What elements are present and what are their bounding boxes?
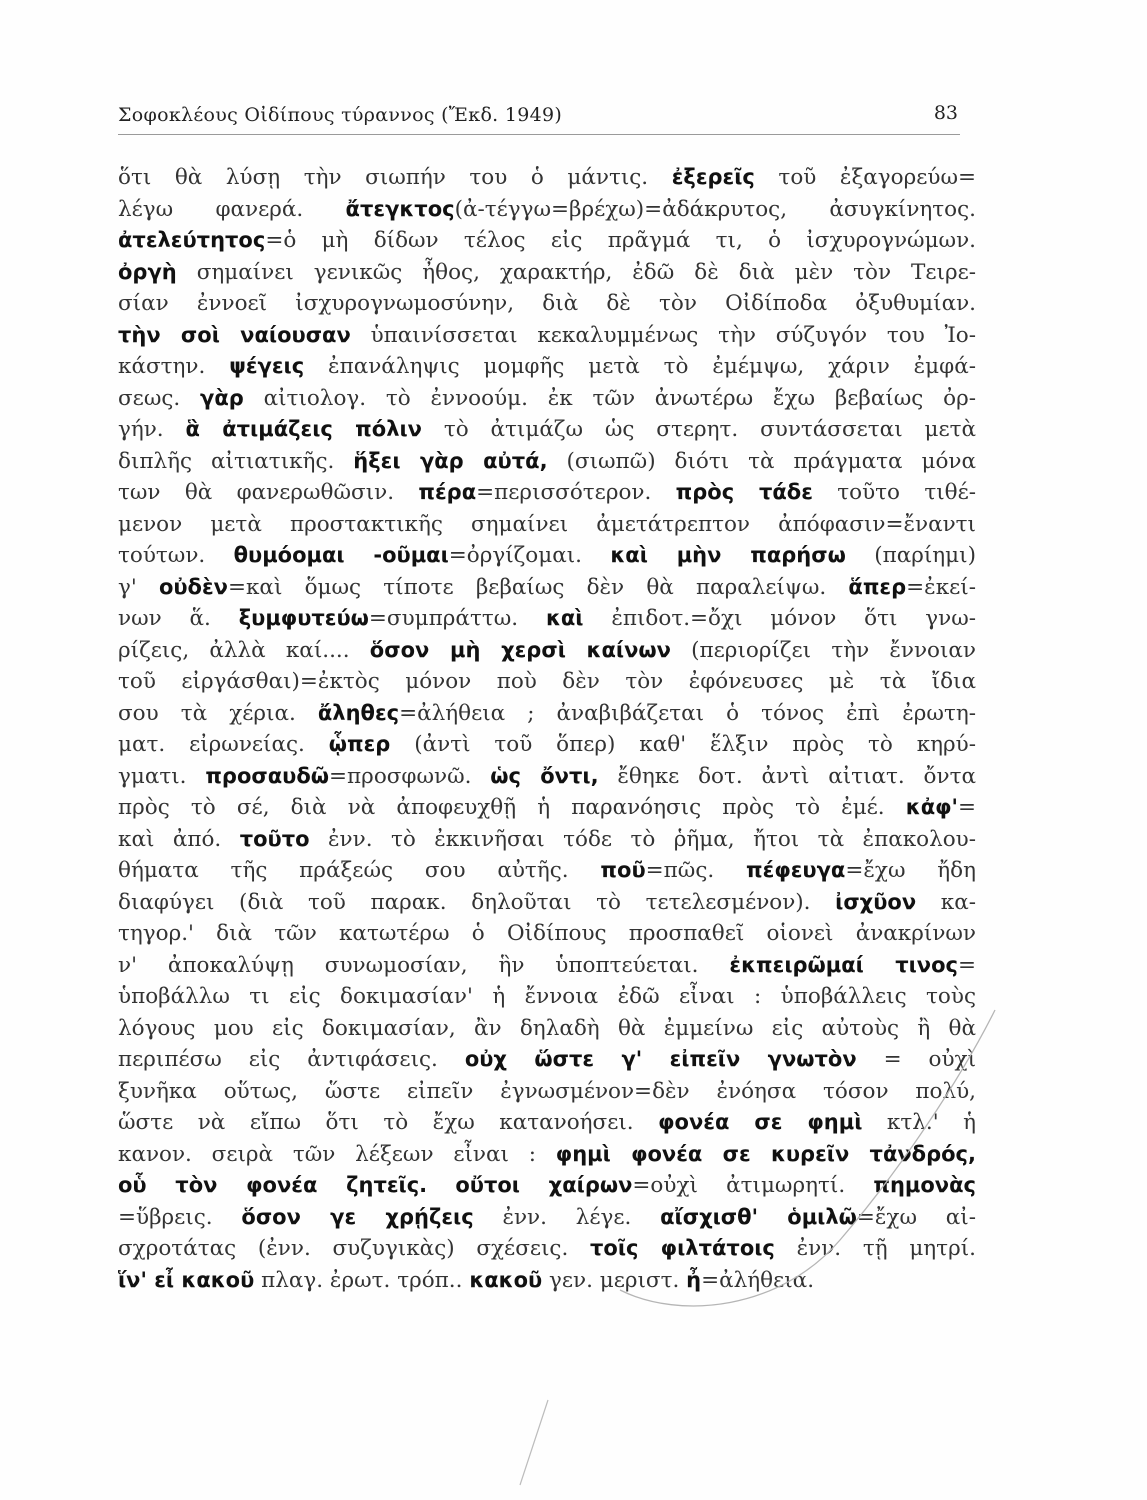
text-line: [118, 1139, 976, 1171]
text-line: [118, 477, 976, 509]
gloss-text: =καὶ ὅμως τίποτε βεβαίως δὲν θὰ παραλείψω.: [227, 574, 849, 600]
gloss-text: αἰτιολογ. τὸ ἐννοούμ. ἐκ τῶν ἀνωτέρω ἔχω βεβαίως ὀρ-: [243, 385, 976, 411]
gloss-text: ξυνῆκα οὕτως, ὥστε εἰπεῖν ἐγνωσμένον=δὲν ἐνόησα τόσον πολύ,: [118, 1078, 976, 1104]
gloss-text: =ἀλήθεια ; ἀναβιβάζεται ὁ τόνος ἐπὶ ἐρωτη-: [399, 700, 976, 726]
headword: ψέγεις: [229, 354, 305, 378]
headword: ἥξει γὰρ αὐτά,: [353, 448, 548, 473]
headword: αἴσχισθ' ὁμιλῶ: [660, 1204, 857, 1229]
headword: τὴν σοὶ ναίουσαν: [118, 322, 351, 347]
headword: ᾧπερ: [328, 732, 391, 756]
gloss-text: =ὁ μὴ δίδων τέλος εἰς πρᾶγμά τι, ὁ ἰσχυρογνώμων.: [265, 228, 976, 253]
gloss-text: ἐνν. τῇ μητρί.: [774, 1236, 976, 1261]
text-line: [118, 918, 976, 950]
text-line: [118, 887, 976, 919]
gloss-text: (περιορίζει τὴν ἔννοιαν: [670, 637, 976, 663]
text-line: [118, 540, 976, 572]
text-line: [118, 509, 976, 541]
gloss-text: λόγους μου εἰς δοκιμασίαν, ἂν δηλαδὴ θὰ ἐμμείνω εἰς αὐτοὺς ἢ θὰ: [118, 1015, 976, 1041]
gloss-text: γματι.: [118, 763, 206, 789]
gloss-text: ματ. εἰρωνείας.: [118, 732, 329, 757]
text-line: [118, 1013, 976, 1045]
headword: ὅσον μὴ χερσὶ καίνων: [369, 637, 671, 662]
headword: οὐδὲν: [158, 574, 228, 599]
gloss-text: τοῦ ἐξαγορεύω=: [754, 165, 976, 190]
gloss-text: ὥστε νὰ εἴπω ὅτι τὸ ἔχω κατανοήσει.: [118, 1110, 659, 1135]
text-line: [118, 698, 976, 730]
text-line: [118, 414, 976, 446]
gloss-text: =: [958, 952, 976, 978]
gloss-text: (σιωπῶ) διότι τὰ πράγματα μόνα: [547, 448, 976, 474]
gloss-text: τὸ ἀτιμάζω ὡς στερητ. συντάσσεται μετὰ: [421, 417, 976, 442]
text-line: [118, 320, 976, 352]
gloss-text: = οὐχὶ: [856, 1047, 976, 1072]
gloss-text: των θὰ φανερωθῶσιν.: [118, 480, 419, 505]
text-line: [118, 635, 976, 667]
text-line: [118, 572, 976, 604]
headword: ὀργὴ: [118, 259, 177, 284]
text-line: [118, 792, 976, 824]
gloss-text: =ἔχω αἰ-: [856, 1204, 976, 1230]
gloss-text: =περισσότερον.: [476, 480, 676, 505]
gloss-text: σεως.: [118, 385, 201, 411]
gloss-text: κανον. σειρὰ τῶν λέξεων εἶναι :: [118, 1141, 556, 1167]
gloss-text: διαφύγει (διὰ τοῦ παρακ. δηλοῦται τὸ τετελεσμένον).: [118, 889, 836, 915]
gloss-text: (παρίημι): [845, 543, 976, 568]
gloss-text: περιπέσω εἰς ἀντιφάσεις.: [118, 1047, 465, 1072]
text-line: [118, 950, 976, 982]
gloss-text: =προσφωνῶ.: [329, 763, 491, 789]
gloss-text: τοῦ εἰργάσθαι)=ἐκτὸς μόνον ποὺ δὲν τὸν ἐφόνευσες μὲ τὰ ἴδια: [118, 669, 976, 694]
headword: φονέα σε φημὶ: [658, 1110, 863, 1134]
headword: οὔτοι χαίρων: [455, 1173, 633, 1197]
gloss-text: τούτων.: [118, 543, 234, 568]
gloss-text: λέγω φανερά.: [118, 196, 346, 222]
text-line: [118, 225, 976, 257]
text-line: [118, 1233, 976, 1265]
headword: οὗ τὸν φονέα ζητεῖς.: [118, 1173, 428, 1197]
gloss-text: σχροτάτας (ἐνν. συζυγικὰς) σχέσεις.: [118, 1236, 591, 1261]
gloss-text: μενον μετὰ προστακτικῆς σημαίνει ἀμετάτρεπτον ἀπόφασιν=ἔναντι: [118, 511, 976, 537]
text-line: [118, 1076, 976, 1108]
headword: τοῖς φιλτάτοις: [590, 1236, 775, 1260]
headword: πημονὰς: [873, 1173, 976, 1197]
headword: ὡς ὄντι,: [490, 763, 599, 788]
gloss-text: πλαγ. ἐρωτ. τρόπ..: [254, 1267, 470, 1293]
gloss-text: (ἀντὶ τοῦ ὅπερ) καθ' ἕλξιν πρὸς τὸ κηρύ-: [390, 732, 976, 757]
gloss-text: ὅτι θὰ λύσῃ τὴν σιωπήν του ὁ μάντις.: [118, 165, 672, 190]
headword: ἐκπειρῶμαί τινος: [729, 952, 958, 977]
gloss-text: θήματα τῆς πράξεώς σου αὐτῆς.: [118, 858, 601, 883]
headword: καὶ: [545, 606, 584, 630]
gloss-text: σημαίνει γενικῶς ἦθος, χαρακτήρ, ἐδῶ δὲ διὰ μὲν τὸν Τειρε-: [176, 259, 976, 285]
headword: φημὶ φονέα σε κυρεῖν τἀνδρός,: [555, 1141, 976, 1166]
gloss-text: (ἀ-τέγγω=βρέχω)=ἀδάκρυτος, ἀσυγκίνητος.: [454, 196, 976, 222]
headword: ἅπερ: [848, 574, 907, 599]
headword: ξυμφυτεύω: [238, 606, 369, 630]
running-header: [118, 100, 958, 130]
gloss-text: ἔθηκε δοτ. ἀντὶ αἰτιατ. ὄντα: [598, 763, 976, 789]
headword: ἦ: [686, 1267, 702, 1292]
gloss-text: διπλῆς αἰτιατικῆς.: [118, 448, 354, 474]
text-line: [118, 729, 976, 761]
text-line: [118, 666, 976, 698]
gloss-text: =ὕβρεις.: [118, 1204, 242, 1230]
gloss-text: =: [957, 795, 976, 820]
text-line: [118, 1044, 976, 1076]
text-line: [118, 1107, 976, 1139]
text-line: [118, 194, 976, 226]
gloss-text: πρὸς τὸ σέ, διὰ νὰ ἀποφευχθῇ ἡ παρανόησις πρὸς τὸ ἐμέ.: [118, 795, 906, 820]
headword: κἀφ': [905, 795, 958, 819]
gloss-text: =ἐκεί-: [906, 574, 976, 600]
gloss-text: καὶ ἀπό.: [118, 826, 240, 852]
gloss-text: τηγορ.' διὰ τῶν κατωτέρω ὁ Οἰδίπους προσπαθεῖ οἱονεὶ ἀνακρίνων: [118, 921, 976, 946]
gloss-text: =ἔχω ἤδη: [845, 858, 976, 883]
gloss-text: ἐνν. τὸ ἐκκινῆσαι τόδε τὸ ῥῆμα, ἤτοι τὰ ἐπακολου-: [309, 826, 976, 852]
headword: κακοῦ: [469, 1267, 543, 1292]
headword: οὐχ ὥστε γ' εἰπεῖν γνωτὸν: [464, 1047, 857, 1071]
headword: πρὸς τάδε: [675, 480, 813, 504]
text-line: [118, 162, 976, 194]
page-number: 83: [933, 102, 958, 124]
headword: ὅσον γε χρῄζεις: [241, 1204, 474, 1229]
gloss-text: νων ἅ.: [118, 606, 239, 631]
gloss-text: ρίζεις, ἀλλὰ καί....: [118, 637, 370, 663]
gloss-text: =συμπράττω.: [368, 606, 546, 631]
gloss-text: κάστην.: [118, 354, 230, 379]
headword: ἐξερεῖς: [671, 165, 755, 189]
headword: ἰσχῦον: [835, 889, 917, 914]
header-title: Σοφοκλέους Οἰδίπους τύραννος (Ἔκδ. 1949): [118, 104, 563, 126]
headword: πέφευγα: [746, 858, 846, 882]
gloss-text: ἐπανάληψις μομφῆς μετὰ τὸ ἐμέμψω, χάριν ἐμφά-: [304, 354, 976, 379]
gloss-text: =ὀργίζομαι.: [448, 543, 611, 568]
text-line: [118, 383, 976, 415]
headword: ἄληθες: [317, 700, 400, 725]
gloss-text: σίαν ἐννοεῖ ἰσχυρογνωμοσύνην, διὰ δὲ τὸν Οἰδίποδα ὀξυθυμίαν.: [118, 291, 976, 316]
text-line: [118, 761, 976, 793]
gloss-text: ἐνν. λέγε.: [473, 1204, 661, 1230]
text-line: [118, 288, 976, 320]
headword: γὰρ: [200, 385, 244, 410]
headword: ποῦ: [600, 858, 646, 882]
headword: ἵν' εἶ κακοῦ: [118, 1267, 255, 1292]
gloss-text: τοῦτο τιθέ-: [812, 480, 976, 505]
gloss-text: =οὐχὶ ἀτιμωρητί.: [632, 1173, 874, 1198]
text-line: [118, 257, 976, 289]
headword: ἀτελεύτητος: [118, 228, 266, 252]
headword: θυμόομαι -οῦμαι: [233, 543, 449, 567]
header-divider: [118, 134, 960, 135]
gloss-text: ὑποβάλλω τι εἰς δοκιμασίαν' ἡ ἔννοια ἐδῶ εἶναι : ὑποβάλλεις τοὺς: [118, 984, 976, 1009]
gloss-text: γήν.: [118, 417, 186, 442]
text-line: [118, 824, 976, 856]
headword: καὶ μὴν παρήσω: [610, 543, 846, 567]
gloss-text: κτλ.' ἡ: [862, 1110, 976, 1135]
gloss-text: ἐπιδοτ.=ὄχι μόνον ὅτι γνω-: [583, 606, 976, 631]
text-line: [118, 1265, 976, 1297]
gloss-text: γεν. μεριστ.: [542, 1267, 687, 1293]
gloss-text: =πῶς.: [645, 858, 747, 883]
gloss-text: [427, 1173, 455, 1198]
gloss-text: ν' ἀποκαλύψῃ συνωμοσίαν, ἣν ὑποπτεύεται.: [118, 952, 730, 978]
gloss-text: σου τὰ χέρια.: [118, 700, 318, 726]
text-line: [118, 981, 976, 1013]
commentary-text: [118, 162, 976, 1296]
headword: τοῦτο: [239, 826, 310, 851]
text-line: [118, 603, 976, 635]
headword: πέρα: [418, 480, 477, 504]
text-line: [118, 351, 976, 383]
headword: ἃ ἀτιμάζεις πόλιν: [185, 417, 422, 441]
headword: ἄτεγκτος: [345, 196, 455, 221]
gloss-text: κα-: [916, 889, 976, 915]
text-line: [118, 446, 976, 478]
gloss-text: γ': [118, 574, 159, 600]
text-line: [118, 855, 976, 887]
headword: προσαυδῶ: [205, 763, 330, 788]
gloss-text: =ἀλήθεια.: [701, 1267, 815, 1293]
text-line: [118, 1170, 976, 1202]
text-line: [118, 1202, 976, 1234]
gloss-text: ὑπαινίσσεται κεκαλυμμένως τὴν σύζυγόν του Ἰο-: [350, 322, 976, 348]
